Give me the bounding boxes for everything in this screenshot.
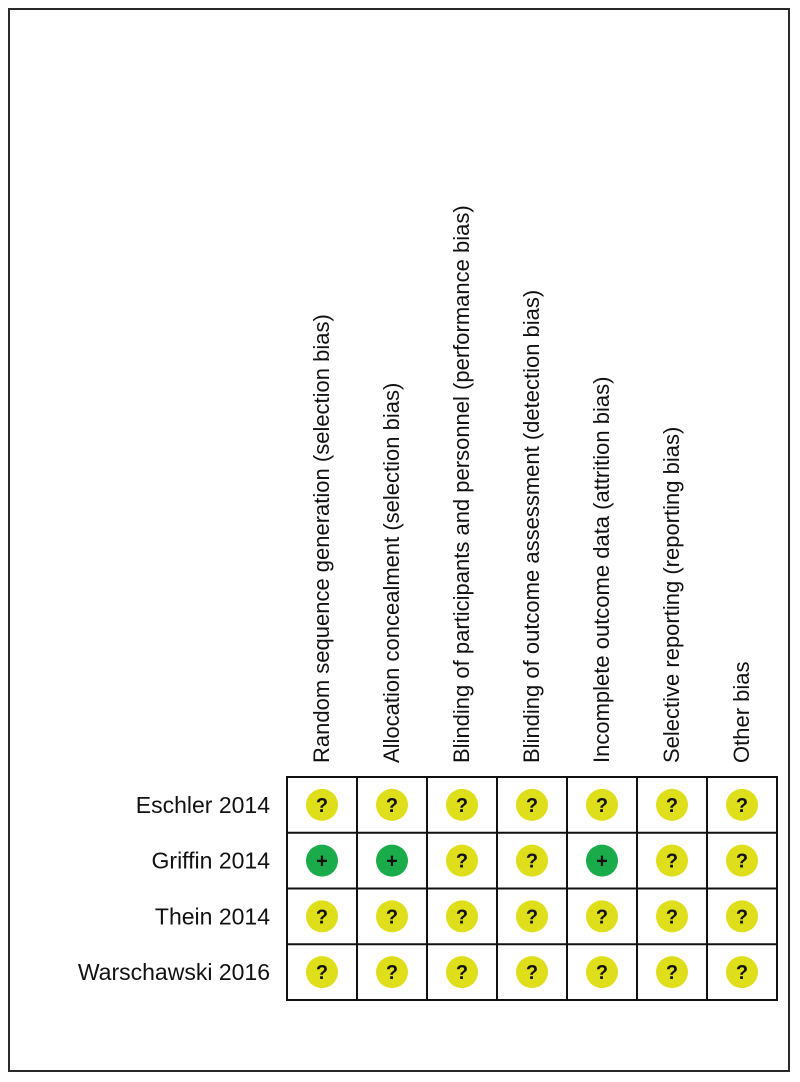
- domain-header-label: Incomplete outcome data (attrition bias): [589, 376, 614, 763]
- judgement-symbol: ?: [385, 794, 399, 817]
- study-label: Thein 2014: [154, 903, 270, 930]
- judgement-symbol: ?: [665, 906, 679, 929]
- judgement-symbol: ?: [455, 794, 469, 817]
- judgement-symbol: ?: [455, 962, 469, 985]
- judgement-symbol: ?: [665, 794, 679, 817]
- judgement-symbol: ?: [595, 962, 609, 985]
- judgement-symbol: ?: [455, 906, 469, 929]
- judgement-symbol: ?: [525, 794, 539, 817]
- judgement-symbol: ?: [315, 794, 329, 817]
- judgement-symbol: ?: [735, 906, 749, 929]
- judgement-symbol: ?: [735, 962, 749, 985]
- judgement-symbol: ?: [525, 962, 539, 985]
- judgement-symbol: +: [386, 850, 398, 873]
- domain-header-label: Blinding of outcome assessment (detection bias): [519, 289, 544, 763]
- domain-header-label: Selective reporting (reporting bias): [659, 426, 684, 763]
- domain-headers: [309, 205, 754, 763]
- judgement-symbol: ?: [735, 850, 749, 873]
- judgement-symbol: ?: [525, 906, 539, 929]
- judgement-symbol: ?: [595, 794, 609, 817]
- judgement-symbol: +: [596, 850, 608, 873]
- judgement-symbol: +: [316, 850, 328, 873]
- study-label: Griffin 2014: [151, 847, 270, 874]
- study-label: Eschler 2014: [135, 791, 270, 818]
- domain-header-label: Other bias: [729, 661, 754, 763]
- judgement-symbol: ?: [315, 962, 329, 985]
- judgement-symbol: ?: [665, 850, 679, 873]
- judgement-symbol: ?: [385, 906, 399, 929]
- domain-header-label: Blinding of participants and personnel (performance bias): [449, 205, 474, 763]
- domain-header-label: Allocation concealment (selection bias): [379, 382, 404, 763]
- domain-header-label: Random sequence generation (selection bias): [309, 314, 334, 763]
- judgement-symbol: ?: [315, 906, 329, 929]
- judgement-symbol: ?: [525, 850, 539, 873]
- judgement-symbol: ?: [665, 962, 679, 985]
- judgement-symbol: ?: [595, 906, 609, 929]
- study-labels: [78, 792, 270, 985]
- judgement-symbol: ?: [735, 794, 749, 817]
- study-label: Warschawski 2016: [77, 959, 270, 986]
- judgement-symbol: ?: [455, 850, 469, 873]
- judgement-symbol: ?: [385, 962, 399, 985]
